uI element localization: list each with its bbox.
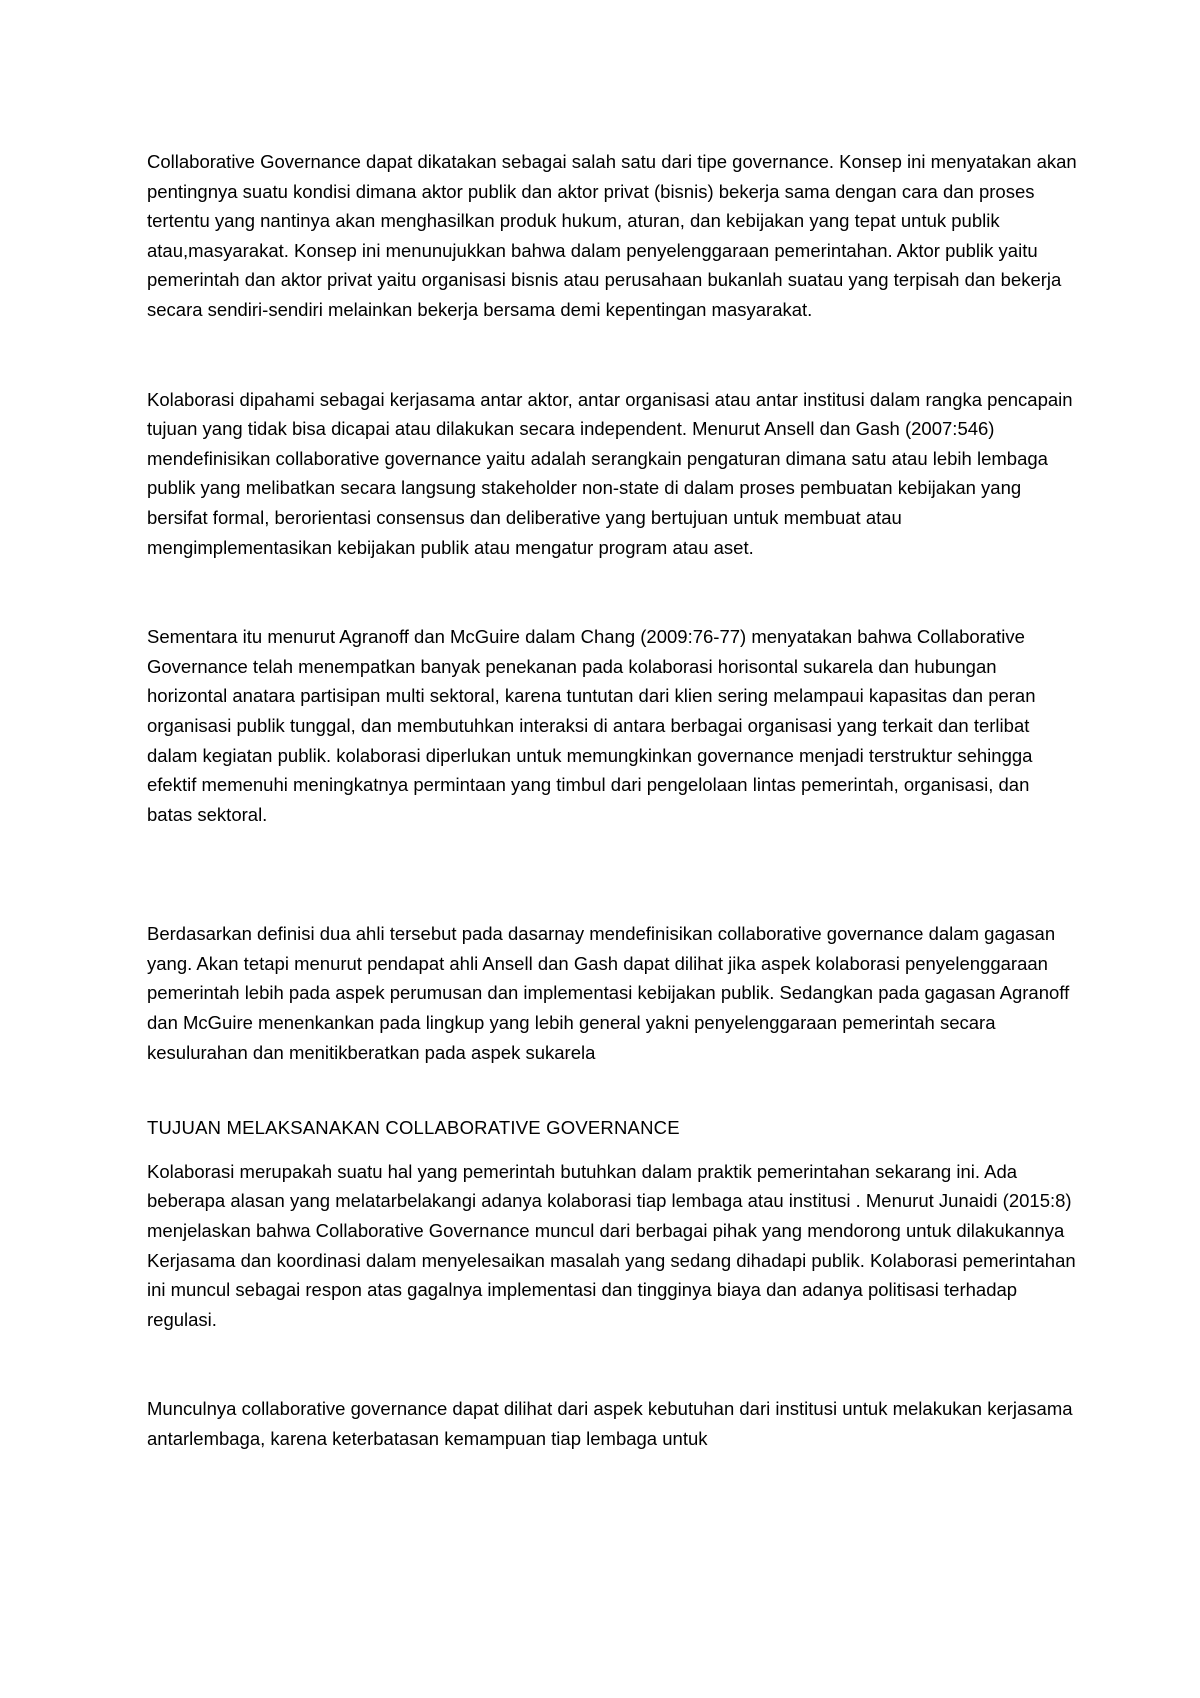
paragraph-spacer	[147, 1067, 1077, 1113]
paragraph-berdasarkan-definisi: Berdasarkan definisi dua ahli tersebut pada dasarnay mendefinisikan collaborative governance dalam gagasan yang. Akan tetapi menurut pendapat ahli Ansell dan Gash dapat dilihat jika aspek kolaborasi penyelenggaraan pemerintah lebih pada aspek perumusan dan implementasi kebijakan publik. Sedangkan pada gagasan Agranoff dan McGuire menenkankan pada lingkup yang lebih general yakni penyelenggaraan pemerintah secara kesulurahan dan menitikberatkan pada aspek sukarela	[147, 923, 1070, 1063]
document-body	[147, 147, 1077, 1454]
paragraph-agranoff-mcguire: Sementara itu menurut Agranoff dan McGuire dalam Chang (2009:76-77) menyatakan bahwa Collaborative Governance telah menempatkan banyak penekanan pada kolaborasi horisontal sukarela dan hubungan horizontal anatara partisipan multi sektoral, karena tuntutan dari klien sering melampaui kapasitas dan peran organisasi publik tunggal, dan membutuhkan interaksi di antara berbagai organisasi yang terkait dan terlibat dalam kegiatan publik. kolaborasi diperlukan untuk memungkinkan governance menjadi terstruktur sehingga efektif memenuhi meningkatnya permintaan yang timbul dari pengelolaan lintas pemerintah, organisasi, dan batas sektoral.	[147, 626, 1036, 825]
section-heading: TUJUAN MELAKSANAKAN COLLABORATIVE GOVERNANCE	[147, 1117, 680, 1139]
paragraph-collaborative-governance-definition: Collaborative Governance dapat dikatakan sebagai salah satu dari tipe governance. Konsep ini menyatakan akan pentingnya suatu kondisi dimana aktor publik dan aktor privat (bisnis) bekerja sama dengan cara dan proses tertentu yang nantinya akan menghasilkan produk hukum, aturan, dan kebijakan yang tepat untuk publik atau,masyarakat. Konsep ini menunujukkan bahwa dalam penyelenggaraan pemerintahan. Aktor publik yaitu pemerintah dan aktor privat yaitu organisasi bisnis atau perusahaan bukanlah suatau yang terpisah dan bekerja secara sendiri-sendiri melainkan bekerja bersama demi kepentingan masyarakat.	[147, 151, 1077, 320]
paragraph-tujuan-kolaborasi: Kolaborasi merupakah suatu hal yang pemerintah butuhkan dalam praktik pemerintahan sekarang ini. Ada beberapa alasan yang melatarbelakangi adanya kolaborasi tiap lembaga atau institusi . Menurut Junaidi (2015:8) menjelaskan bahwa Collaborative Governance muncul dari berbagai pihak yang mendorong untuk dilakukannya Kerjasama dan koordinasi dalam menyelesaikan masalah yang sedang dihadapi publik. Kolaborasi pemerintahan ini muncul sebagai respon atas gagalnya implementasi dan tingginya biaya dan adanya politisasi terhadap regulasi.	[147, 1160, 1076, 1330]
paragraph-spacer	[147, 1143, 1077, 1157]
paragraph-munculnya-collaborative-governance: Munculnya collaborative governance dapat dilihat dari aspek kebutuhan dari institusi untuk melakukan kerjasama antarlembaga, karena keterbatasan kemampuan tiap lembaga untuk	[147, 1398, 1073, 1449]
paragraph-kolaborasi-dipahami: Kolaborasi dipahami sebagai kerjasama antar aktor, antar organisasi atau antar institusi dalam rangka pencapain tujuan yang tidak bisa dicapai atau dilakukan secara independent. Menurut Ansell dan Gash (2007:546) mendefinisikan collaborative governance yaitu adalah serangkain pengaturan dimana satu atau lebih lembaga publik yang melibatkan secara langsung stakeholder non-state di dalam proses pembuatan kebijakan yang bersifat formal, berorientasi consensus dan deliberative yang bertujuan untuk membuat atau mengimplementasikan kebijakan publik atau mengatur program atau aset.	[147, 388, 1073, 558]
paragraph-spacer	[147, 562, 1077, 622]
paragraph-spacer	[147, 325, 1077, 385]
paragraph-spacer	[147, 829, 1077, 919]
paragraph-spacer	[147, 1334, 1077, 1394]
